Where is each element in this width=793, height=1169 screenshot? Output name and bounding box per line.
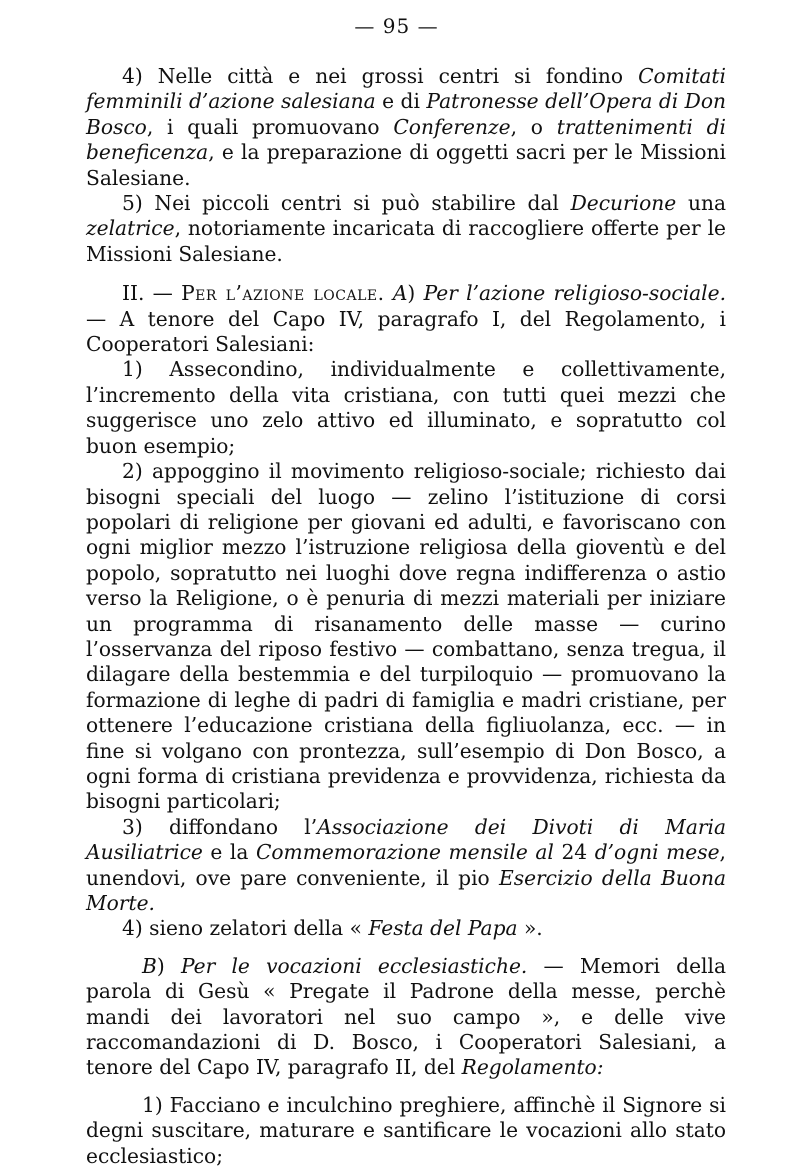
text-run: ». — [517, 916, 543, 941]
text-run — [385, 281, 393, 305]
section-vocazioni — [86, 954, 726, 1081]
text-run: — Memori della parola di Gesù « Pregate il Padrone della messe, perchè mandi dei lavoratori nel suo campo », e delle vive raccomandazioni di D. Bosco, i Cooperatori Salesiani, a tenore del Capo IV, paragrafo II, del — [86, 953, 727, 1080]
text-run: 24 — [553, 840, 595, 865]
text-run: ) — [156, 953, 181, 978]
italic-run: A — [392, 281, 408, 306]
italic-run: B — [142, 953, 157, 978]
paragraph-4-comitati — [86, 64, 726, 191]
body-text — [86, 64, 726, 1169]
text-run: 4) sieno zelatori della « — [122, 916, 369, 941]
text-run: , e la preparazione di oggetti sacri per le Missioni Salesiane. — [86, 140, 726, 190]
text-run: ) — [407, 281, 424, 306]
italic-run: zelatrice — [86, 216, 175, 241]
text-run: e di — [375, 89, 427, 114]
italic-run: Comitati femminili d’azione salesiana — [86, 64, 726, 114]
text-run: — A tenore del Capo IV, paragrafo I, del Regolamento, i Cooperatori Salesiani: — [86, 306, 726, 357]
paragraph-item-2: 2) appoggino il movimento religioso-sociale; richiesto dai bisogni speciali del luogo — zelino l’istituzione di corsi popolari di religione per giovani ed adulti, e favoriscano con ogni miglior mezzo l’istruzione religiosa della gioventù e del popolo, sopratutto nei luoghi dove regna indifferenza o astio verso la Religione, o è penuria di mezzi materiali per iniziare un programma di risanamento delle masse — curino l’osservanza del riposo festivo — combattano, senza tregua, il dilagare della bestemmia e del turpiloquio — promuovano la formazione di leghe di padri di famiglia e madri cristiane, per ottenere l’educazione cristiana della figliuolanza, ecc. — in fine si volgano con prontezza, sull’esempio di Don Bosco, a ogni forma di cristiana previdenza e provvidenza, richiesta da bisogni particolari; — [86, 459, 726, 814]
italic-run: Regolamento: — [461, 1055, 604, 1080]
text-run: 3) diffondano l’ — [122, 814, 318, 839]
italic-run: Conferenze — [393, 114, 511, 139]
paragraph-item-3 — [86, 815, 726, 917]
paragraph-item-4 — [86, 916, 726, 941]
paragraph-5-zelatrice — [86, 191, 726, 267]
small-caps-heading: Per l’azione locale. — [181, 281, 385, 306]
italic-run: Festa del Papa — [368, 916, 518, 941]
italic-run: Associazione dei Divoti di Maria Ausiliatrice — [86, 814, 727, 865]
text-run: , unendovi, ove pare conveniente, il pio — [86, 840, 726, 890]
text-run: , i quali promuovano — [146, 114, 394, 139]
italic-run: Esercizio della Buona Morte. — [86, 865, 726, 915]
italic-run: Decurione — [570, 191, 677, 216]
text-run: , o — [510, 114, 557, 139]
italic-run: Commemorazione mensile al — [255, 840, 554, 865]
text-run: , notoriamente incaricata di raccogliere offerte per le Missioni Salesiane. — [86, 216, 726, 266]
italic-run: Per le vocazioni ecclesiastiche. — [180, 953, 528, 978]
text-run: 5) Nei piccoli centri si può stabilire dal — [122, 191, 571, 216]
text-run: una — [676, 191, 726, 216]
section-heading-azione-locale — [86, 281, 726, 357]
paragraph-vocazioni-item-1: 1) Facciano e inculchino preghiere, affinchè il Signore si degni suscitare, maturare e santificare le vocazioni allo stato ecclesiastico; — [86, 1092, 726, 1168]
italic-run: d’ogni mese — [594, 840, 720, 865]
text-run: e la — [202, 840, 256, 865]
text-run: 4) Nelle città e nei grossi centri si fondino — [122, 64, 639, 88]
italic-run: trattenimenti di beneficenza — [86, 114, 726, 165]
italic-run: Patronesse dell’Opera di Don Bosco — [86, 89, 727, 139]
text-run: II. — — [122, 281, 182, 306]
page-number: — 95 — — [354, 14, 439, 38]
italic-run: Per l’azione religioso-sociale. — [423, 281, 727, 306]
paragraph-item-1: 1) Assecondino, individualmente e collettivamente, l’incremento della vita cristiana, con tutti quei mezzi che suggerisce uno zelo attivo ed illuminato, e sopratutto col buon esempio; — [86, 357, 726, 458]
